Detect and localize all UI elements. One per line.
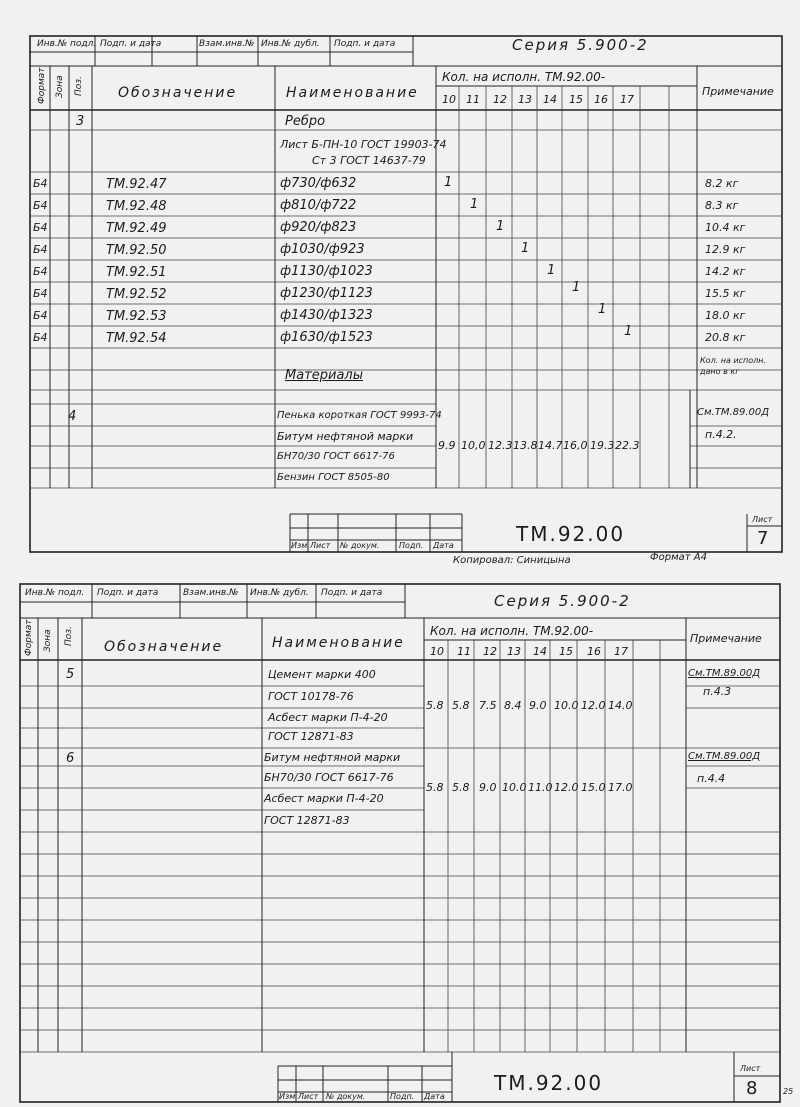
row-format: Б4 bbox=[33, 221, 48, 234]
row-note: 8.3 кг bbox=[705, 199, 739, 212]
title-date: Дата bbox=[424, 1092, 445, 1101]
mat-line: Бензин ГОСТ 8505-80 bbox=[277, 472, 390, 483]
col-note: Примечание bbox=[702, 85, 774, 98]
pos-5: 5 bbox=[66, 667, 75, 682]
mat-qty-11: 10,0 bbox=[461, 439, 486, 452]
item-rebro: Ребро bbox=[285, 114, 326, 129]
col-pos: Поз. bbox=[64, 626, 74, 646]
g5-qty-15: 10.0 bbox=[554, 699, 579, 712]
variant-16: 16 bbox=[594, 93, 608, 106]
stamp-inv-no: Инв.№ подл. bbox=[37, 39, 97, 49]
row-designation: ТМ.92.51 bbox=[106, 265, 167, 280]
row-designation: ТМ.92.49 bbox=[106, 221, 167, 236]
variant-14: 14 bbox=[543, 93, 557, 106]
row-qty: 1 bbox=[470, 197, 479, 212]
col-zone: Зона bbox=[43, 629, 53, 652]
row-format: Б4 bbox=[33, 177, 48, 190]
variant-10: 10 bbox=[442, 93, 456, 106]
row-note: 18.0 кг bbox=[705, 309, 746, 322]
g6-line: ГОСТ 12871-83 bbox=[264, 814, 350, 827]
g5-note-ref: См.ТМ.89.00Д bbox=[688, 668, 761, 679]
mat-qty-13: 13.8 bbox=[513, 439, 538, 452]
stamp-dup-inv: Инв.№ дубл. bbox=[250, 588, 309, 598]
mat-qty-15: 16,0 bbox=[563, 439, 588, 452]
row-designation: ТМ.92.53 bbox=[106, 309, 167, 324]
variant-15: 15 bbox=[569, 93, 583, 106]
g6-line: Битум нефтяной марки bbox=[264, 751, 401, 764]
row-designation: ТМ.92.48 bbox=[106, 199, 167, 214]
g6-qty-15: 12.0 bbox=[554, 781, 579, 794]
format-label: Формат А4 bbox=[650, 552, 707, 563]
row-qty: 1 bbox=[444, 175, 453, 190]
col-designation: Обозначение bbox=[104, 639, 224, 655]
row-name: ф730/ф632 bbox=[280, 176, 357, 191]
row-format: Б4 bbox=[33, 331, 48, 344]
row-designation: ТМ.92.47 bbox=[106, 177, 167, 192]
sheet-material-line1: Лист Б-ПН-10 ГОСТ 19903-74 bbox=[280, 138, 447, 151]
mat-qty-10: 9.9 bbox=[438, 439, 456, 452]
sheet-label: Лист bbox=[740, 1064, 761, 1073]
col-qty-header: Кол. на исполн. ТМ.92.00- bbox=[442, 70, 606, 84]
row-name: ф1030/ф923 bbox=[280, 242, 365, 257]
title-izm: Изм bbox=[291, 541, 308, 550]
mat-line: БН70/30 ГОСТ 6617-76 bbox=[277, 451, 395, 462]
mat-line: Пенька короткая ГОСТ 9993-74 bbox=[277, 410, 442, 421]
mat-qty-17: 22.3 bbox=[615, 439, 640, 452]
col-note: Примечание bbox=[690, 632, 762, 645]
g6-qty-16: 15.0 bbox=[581, 781, 606, 794]
row-format: Б4 bbox=[33, 199, 48, 212]
g6-qty-13: 10.0 bbox=[502, 781, 527, 794]
title-sign: Подп. bbox=[390, 1092, 415, 1101]
variant-11: 11 bbox=[466, 93, 480, 106]
stamp-replace-inv: Взам.инв.№ bbox=[183, 588, 239, 598]
row-qty: 1 bbox=[521, 241, 530, 256]
title-date: Дата bbox=[433, 541, 454, 550]
series-label: Серия 5.900-2 bbox=[494, 592, 631, 610]
row-qty: 1 bbox=[496, 219, 505, 234]
g6-qty-11: 5.8 bbox=[452, 781, 470, 794]
variant-17: 17 bbox=[614, 645, 628, 658]
g5-qty-11: 5.8 bbox=[452, 699, 470, 712]
corner-mark: 25 bbox=[783, 1087, 794, 1096]
row-note: 8.2 кг bbox=[705, 177, 739, 190]
stamp-sign-date-2: Подп. и дата bbox=[334, 39, 396, 49]
row-note: 12.9 кг bbox=[705, 243, 746, 256]
row-format: Б4 bbox=[33, 265, 48, 278]
variant-12: 12 bbox=[483, 645, 497, 658]
row-name: ф1230/ф1123 bbox=[280, 286, 373, 301]
variant-13: 13 bbox=[507, 645, 521, 658]
materials-heading: Материалы bbox=[285, 368, 363, 383]
g5-qty-12: 7.5 bbox=[479, 699, 497, 712]
g6-qty-14: 11.0 bbox=[528, 781, 553, 794]
row-designation: ТМ.92.52 bbox=[106, 287, 167, 302]
title-sign: Подп. bbox=[399, 541, 424, 550]
variant-14: 14 bbox=[533, 645, 547, 658]
pos-6: 6 bbox=[66, 751, 75, 766]
g6-qty-17: 17.0 bbox=[608, 781, 633, 794]
g5-qty-13: 8.4 bbox=[504, 699, 522, 712]
g6-note-para: п.4.4 bbox=[697, 772, 726, 785]
row-qty: 1 bbox=[547, 263, 556, 278]
variant-12: 12 bbox=[493, 93, 507, 106]
title-doc: № докум. bbox=[340, 541, 380, 550]
pos-3: 3 bbox=[76, 114, 85, 129]
g5-qty-14: 9.0 bbox=[529, 699, 547, 712]
variant-16: 16 bbox=[587, 645, 601, 658]
g5-line: ГОСТ 10178-76 bbox=[268, 690, 354, 703]
row-name: ф1630/ф1523 bbox=[280, 330, 373, 345]
sheet-number: 7 bbox=[757, 528, 769, 549]
stamp-sign-date-2: Подп. и дата bbox=[321, 588, 383, 598]
row-designation: ТМ.92.54 bbox=[106, 331, 167, 346]
frame bbox=[20, 584, 780, 1102]
materials-note-1: Кол. на исполн. bbox=[700, 356, 767, 365]
mat-qty-16: 19.3 bbox=[590, 439, 615, 452]
sheet-material-line2: Ст 3 ГОСТ 14637-79 bbox=[312, 154, 426, 167]
sheet-number: 8 bbox=[746, 1078, 758, 1099]
document-code: ТМ.92.00 bbox=[516, 522, 626, 546]
stamp-sign-date: Подп. и дата bbox=[97, 588, 159, 598]
variant-17: 17 bbox=[620, 93, 634, 106]
g5-line: Асбест марки П-4-20 bbox=[268, 711, 388, 724]
title-izm: Изм bbox=[279, 1092, 296, 1101]
stamp-inv-no: Инв.№ подл. bbox=[25, 588, 85, 598]
mat-note-ref: См.ТМ.89.00Д bbox=[697, 407, 770, 418]
row-note: 10.4 кг bbox=[705, 221, 746, 234]
document-code: ТМ.92.00 bbox=[494, 1071, 604, 1095]
g6-qty-12: 9.0 bbox=[479, 781, 497, 794]
row-name: ф1130/ф1023 bbox=[280, 264, 373, 279]
variant-15: 15 bbox=[559, 645, 573, 658]
row-format: Б4 bbox=[33, 287, 48, 300]
row-note: 20.8 кг bbox=[705, 331, 746, 344]
variant-13: 13 bbox=[518, 93, 532, 106]
row-format: Б4 bbox=[33, 243, 48, 256]
stamp-sign-date: Подп. и дата bbox=[100, 39, 162, 49]
g6-note-ref: См.ТМ.89.00Д bbox=[688, 751, 761, 762]
materials-note-2: дано в кг bbox=[700, 367, 740, 376]
series-label: Серия 5.900-2 bbox=[512, 36, 649, 54]
sheet-label: Лист bbox=[752, 515, 773, 524]
col-pos: Поз. bbox=[74, 76, 84, 96]
row-format: Б4 bbox=[33, 309, 48, 322]
g6-qty-10: 5.8 bbox=[426, 781, 444, 794]
pos-4: 4 bbox=[68, 409, 77, 424]
g5-qty-10: 5.8 bbox=[426, 699, 444, 712]
mat-qty-12: 12.3 bbox=[488, 439, 513, 452]
g5-line: Цемент марки 400 bbox=[268, 668, 376, 681]
row-designation: ТМ.92.50 bbox=[106, 243, 167, 258]
copied-by: Копировал: Синицына bbox=[453, 555, 571, 566]
col-qty-header: Кол. на исполн. ТМ.92.00- bbox=[430, 624, 594, 638]
mat-line: Битум нефтяной марки bbox=[277, 430, 414, 443]
sheet-8 bbox=[0, 568, 800, 1107]
row-name: ф920/ф823 bbox=[280, 220, 357, 235]
g5-qty-16: 12.0 bbox=[581, 699, 606, 712]
col-format: Формат bbox=[24, 619, 34, 656]
g5-qty-17: 14.0 bbox=[608, 699, 633, 712]
title-list: Лист bbox=[310, 541, 331, 550]
g5-line: ГОСТ 12871-83 bbox=[268, 730, 354, 743]
row-note: 14.2 кг bbox=[705, 265, 746, 278]
stamp-replace-inv: Взам.инв.№ bbox=[199, 39, 255, 49]
row-qty: 1 bbox=[598, 302, 607, 317]
mat-qty-14: 14.7 bbox=[538, 439, 563, 452]
col-name: Наименование bbox=[286, 85, 419, 101]
col-name: Наименование bbox=[272, 635, 405, 651]
row-name: ф810/ф722 bbox=[280, 198, 357, 213]
row-qty: 1 bbox=[624, 324, 633, 339]
title-list: Лист bbox=[298, 1092, 319, 1101]
col-format: Формат bbox=[37, 67, 47, 104]
row-qty: 1 bbox=[572, 280, 581, 295]
variant-11: 11 bbox=[457, 645, 471, 658]
g5-note-para: п.4.3 bbox=[703, 685, 732, 698]
variant-10: 10 bbox=[430, 645, 444, 658]
col-designation: Обозначение bbox=[118, 85, 238, 101]
col-zone: Зона bbox=[55, 75, 65, 98]
row-name: ф1430/ф1323 bbox=[280, 308, 373, 323]
stamp-dup-inv: Инв.№ дубл. bbox=[261, 39, 320, 49]
g6-line: БН70/30 ГОСТ 6617-76 bbox=[264, 771, 394, 784]
mat-note-para: п.4.2. bbox=[705, 428, 737, 441]
row-note: 15.5 кг bbox=[705, 287, 746, 300]
title-doc: № докум. bbox=[326, 1092, 366, 1101]
g6-line: Асбест марки П-4-20 bbox=[264, 792, 384, 805]
